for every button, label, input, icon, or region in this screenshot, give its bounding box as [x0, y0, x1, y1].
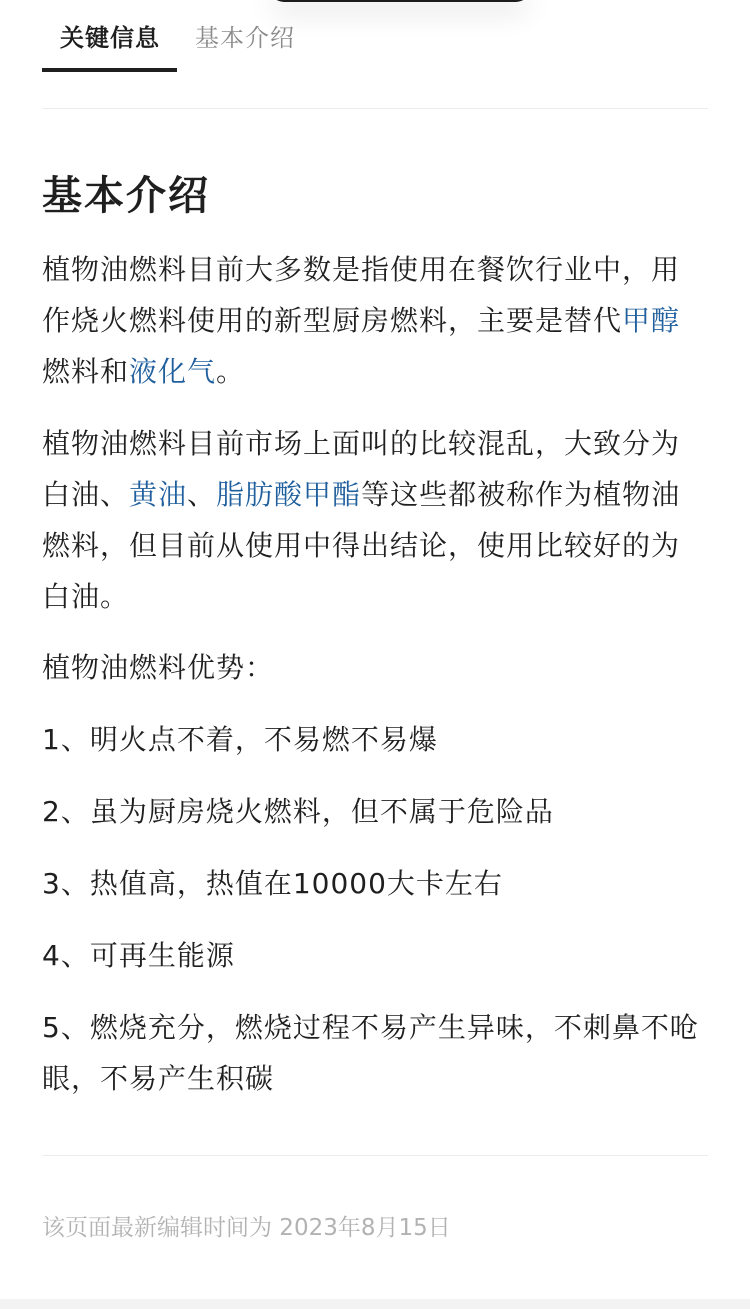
advantage-item-3: 3、热值高，热值在10000大卡左右	[42, 867, 503, 900]
intro-text-1c: 。	[216, 355, 246, 388]
bottom-strip	[0, 1299, 750, 1309]
advantages-heading: 植物油燃料优势：	[42, 651, 275, 684]
section-title: 基本介绍	[42, 173, 210, 219]
advantage-item-2: 2、虽为厨房烧火燃料，但不属于危险品	[42, 795, 554, 828]
intro-text-2b: 、	[187, 478, 217, 511]
last-edited-note: 该页面最新编辑时间为 2023年8月15日	[42, 1215, 451, 1241]
advantage-item-1: 1、明火点不着，不易燃不易爆	[42, 723, 438, 756]
tab-key-info[interactable]: 关键信息	[60, 24, 160, 52]
link-lpg[interactable]: 液化气	[129, 355, 217, 388]
active-tab-indicator	[42, 68, 177, 72]
link-fatty-acid-methyl-ester[interactable]: 脂肪酸甲酯	[216, 478, 362, 511]
intro-text-1a: 植物油燃料目前大多数是指使用在餐饮行业中，用作烧火燃料使用的新型厨房燃料，主要是替代	[42, 253, 681, 337]
intro-paragraph-1	[42, 244, 708, 397]
tab-basic-intro[interactable]: 基本介绍	[195, 24, 295, 52]
advantage-item-4: 4、可再生能源	[42, 939, 235, 972]
footer-divider	[42, 1155, 708, 1156]
tab-bar	[42, 0, 708, 76]
tab-divider	[42, 108, 708, 109]
advantage-item-5: 5、燃烧充分，燃烧过程不易产生异味，不刺鼻不呛眼，不易产生积碳	[42, 1011, 699, 1095]
intro-text-1b: 燃料和	[42, 355, 130, 388]
intro-paragraph-2	[42, 418, 708, 622]
intro-text-2c: 等这些都被称作为植物油燃料，但目前从使用中得出结论，使用比较好的为白油。	[42, 478, 681, 613]
link-butter[interactable]: 黄油	[129, 478, 188, 511]
link-methanol[interactable]: 甲醇	[622, 304, 681, 337]
intro-text-2a: 植物油燃料目前市场上面叫的比较混乱，大致分为白油、	[42, 427, 681, 511]
